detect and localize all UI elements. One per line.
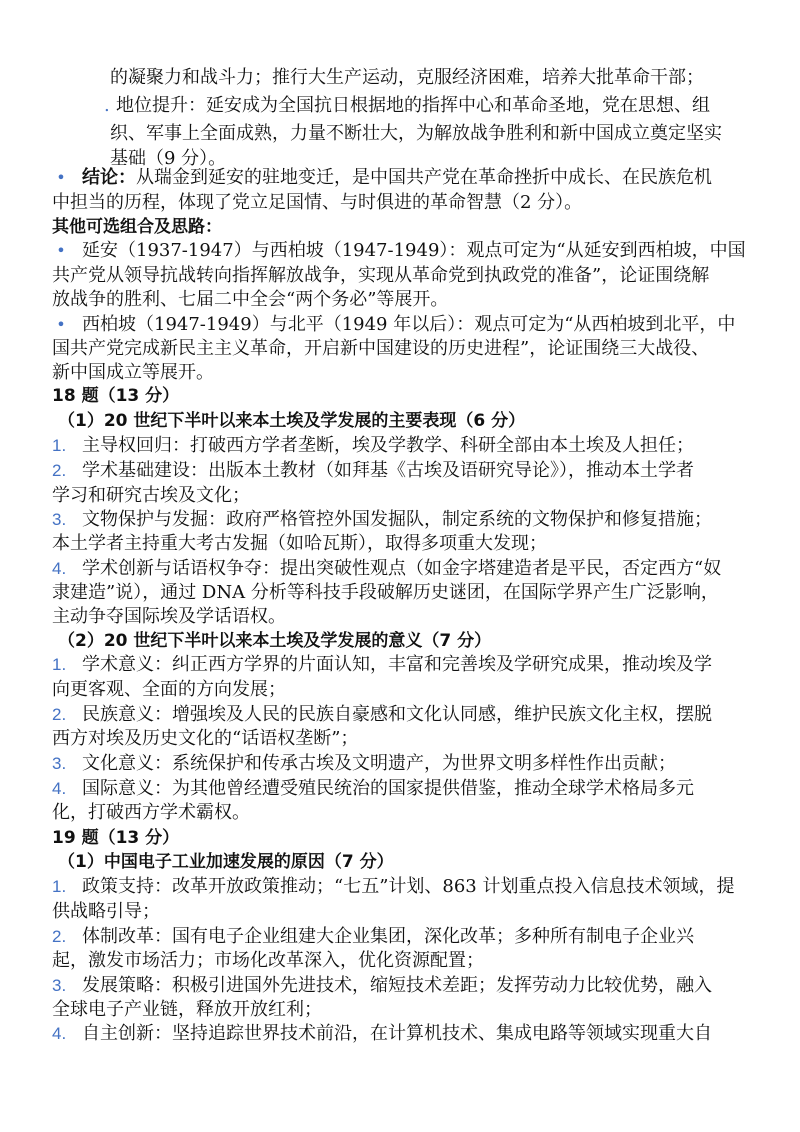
item-line: 主导权回归：打破西方学者垄断，埃及学教学、科研全部由本土埃及人担任； [82,435,694,456]
item-line: 供战略引导； [52,901,160,922]
option-line: 放战争的胜利、七届二中全会“两个务必”等展开。 [52,289,449,310]
item-number: 4. [52,779,67,798]
item-number: 2. [52,705,67,724]
item-line: 化，打破西方学术霸权。 [52,802,250,823]
item-number: 3. [52,976,67,995]
item-line: 隶建造”说），通过 DNA 分析等科技手段破解历史谜团，在国际学界产生广泛影响， [52,582,719,603]
item-line: 起，激发市场活力；市场化改革深入，优化资源配置； [52,950,484,971]
item-line: 向更客观、全面的方向发展； [52,679,286,700]
item-line: 学习和研究古埃及文化； [52,485,250,506]
item-line: 政策支持：改革开放政策推动；“七五”计划、863 计划重点投入信息技术领域，提 [82,876,735,897]
option-line: 国共产党完成新民主主义革命，开启新中国建设的历史进程”，论证围绕三大战役、 [52,338,710,359]
item-line: 本土学者主持重大考古发掘（如哈瓦斯），取得多项重大发现； [52,533,547,554]
item-number: 4. [52,559,67,578]
bullet-icon: • [56,315,66,334]
question-title: 18 题（13 分） [52,386,180,406]
item-number: 2. [52,461,67,480]
item-number: 1. [52,877,67,896]
conclusion-line: 中担当的历程，体现了党立足国情、与时俱进的革命智慧（2 分）。 [52,192,583,213]
continuation-line: 地位提升：延安成为全国抗日根据地的指挥中心和革命圣地，党在思想、组 [116,95,710,116]
section-heading: 其他可选组合及思路： [52,217,222,237]
bullet-icon: • [56,168,66,187]
item-line: 自主创新：坚持追踪世界技术前沿，在计算机技术、集成电路等领域实现重大自 [82,1023,712,1044]
item-number: 4. [52,1024,67,1043]
item-number: 2. [52,927,67,946]
part-heading: （1）中国电子工业加速发展的原因（7 分） [58,852,394,872]
item-number: 1. [52,436,67,455]
item-line: 文化意义：系统保护和传承古埃及文明遗产，为世界文明多样性作出贡献； [82,753,676,774]
continuation-line: 织、军事上全面成熟，力量不断壮大，为解放战争胜利和新中国成立奠定坚实 [110,123,722,144]
item-line: 发展策略：积极引进国外先进技术，缩短技术差距；发挥劳动力比较优势，融入 [82,975,712,996]
item-line: 学术基础建设：出版本土教材（如拜基《古埃及语研究导论》），推动本土学者 [82,460,694,481]
continuation-line: 的凝聚力和战斗力；推行大生产运动，克服经济困难，培养大批革命干部； [110,67,704,88]
option-line: 新中国成立等展开。 [52,362,214,383]
item-line: 国际意义：为其他曾经遭受殖民统治的国家提供借鉴，推动全球学术格局多元 [82,778,694,799]
item-line: 全球电子产业链，释放开放红利； [52,999,322,1020]
item-line: 民族意义：增强埃及人民的民族自豪感和文化认同感，维护民族文化主权，摆脱 [82,704,712,725]
item-line: 西方对埃及历史文化的“话语权垄断”； [52,728,359,749]
item-line: 体制改革：国有电子企业组建大企业集团，深化改革；多种所有制电子企业兴 [82,926,694,947]
option-line: 共产党从领导抗战转向指挥解放战争，实现从革命党到执政党的准备”，论证围绕解 [52,265,710,286]
line-marker: . [104,95,110,116]
item-line: 主动争夺国际埃及学话语权。 [52,606,286,627]
item-line: 文物保护与发掘：政府严格管控外国发掘队，制定系统的文物保护和修复措施； [82,509,712,530]
question-title: 19 题（13 分） [52,828,180,848]
option-line: 西柏坡（1947-1949）与北平（1949 年以后）：观点可定为“从西柏坡到北平，中 [82,314,736,335]
part-heading: （2）20 世纪下半叶以来本土埃及学发展的意义（7 分） [58,631,492,651]
item-number: 3. [52,754,67,773]
bullet-icon: • [56,241,66,260]
item-number: 3. [52,510,67,529]
continuation-line: 基础（9 分）。 [110,148,227,169]
conclusion-label: 结论： [82,167,136,188]
item-number: 1. [52,655,67,674]
conclusion-text: 从瑞金到延安的驻地变迁，是中国共产党在革命挫折中成长、在民族危机 [136,167,712,188]
item-line: 学术创新与话语权争夺：提出突破性观点（如金字塔建造者是平民，否定西方“奴 [82,558,722,579]
part-heading: （1）20 世纪下半叶以来本土埃及学发展的主要表现（6 分） [58,411,526,431]
option-line: 延安（1937-1947）与西柏坡（1947-1949）：观点可定为“从延安到西柏坡，中国 [82,240,746,261]
item-line: 学术意义：纠正西方学界的片面认知，丰富和完善埃及学研究成果，推动埃及学 [82,654,712,675]
conclusion-line [82,166,772,190]
